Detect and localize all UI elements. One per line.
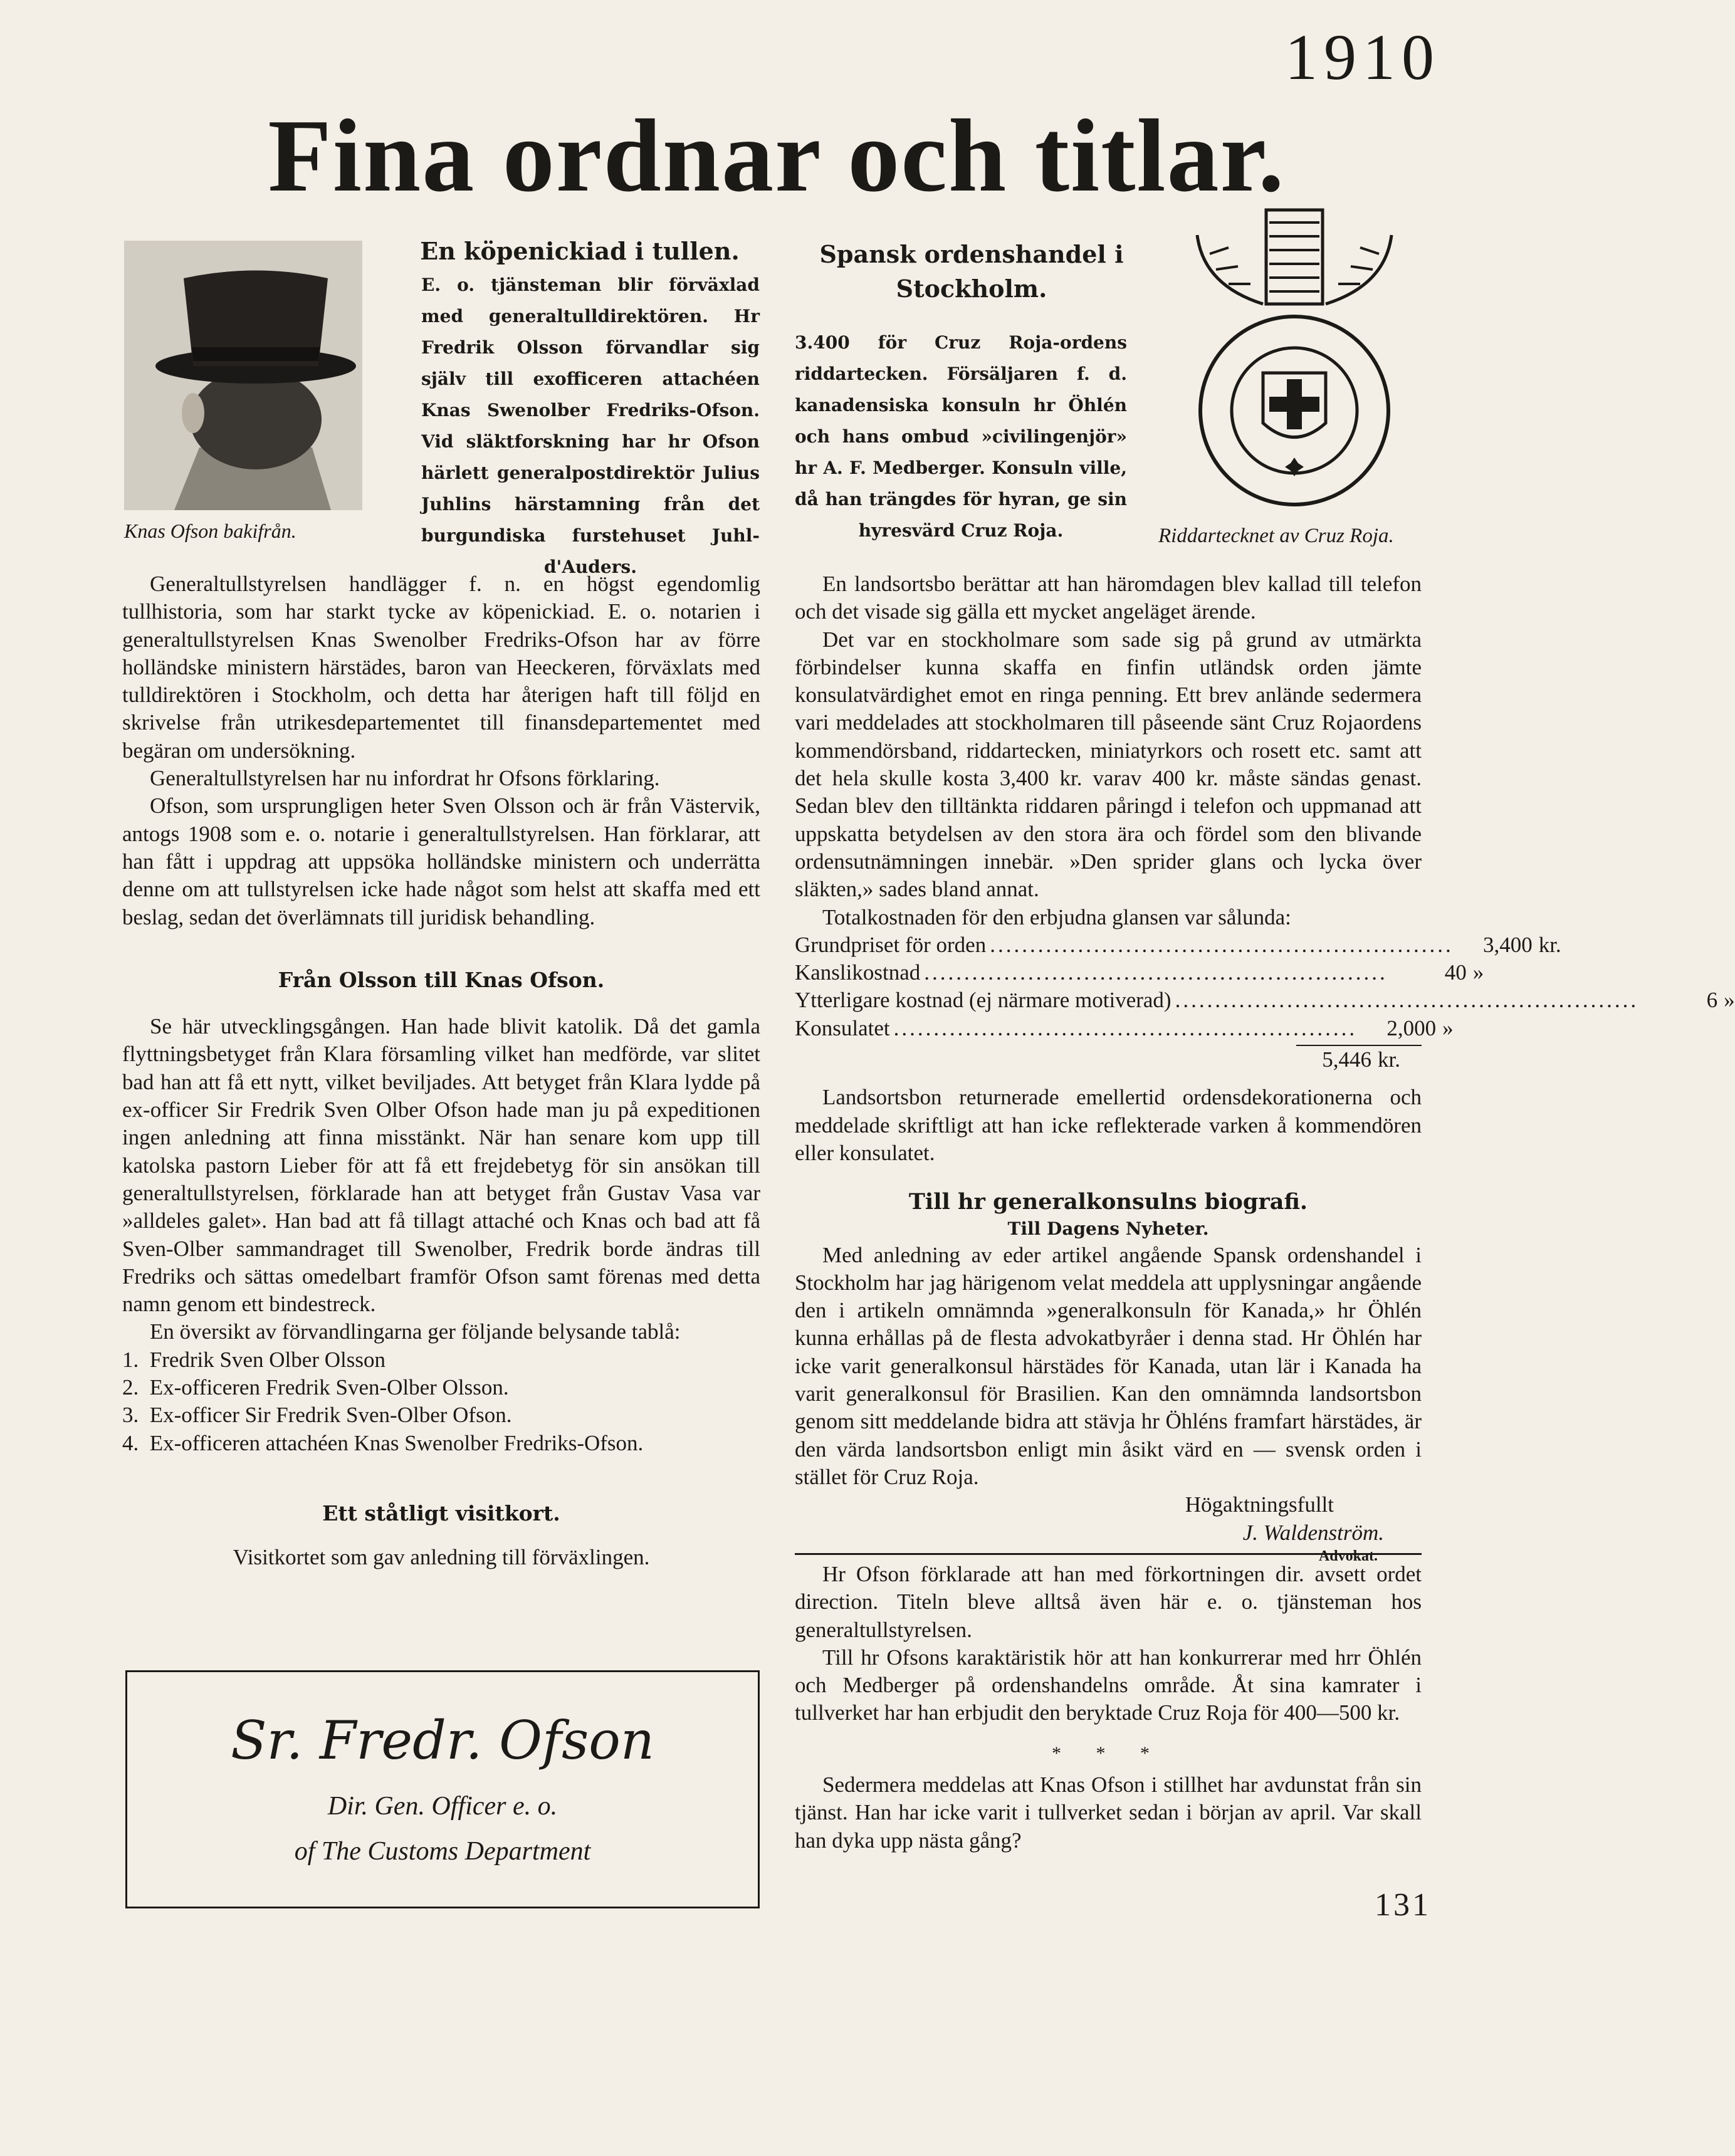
portrait-photo — [124, 241, 362, 510]
story2-list-item: 4. Ex-officeren attachéen Knas Swenolber Fredriks-Ofson. — [122, 1430, 644, 1455]
story6-paragraph: Hr Ofson förklarade att han med förkortningen dir. avsett ordet direction. Titeln bleve alltså även här e. o. tjänsteman hos generaltullstyrelsen. — [795, 1562, 1422, 1642]
story5-letter: Med anledning av eder artikel angående Spansk ordenshandel i Stockholm har jag härigenom velat meddela att upplysningar angående den i artikeln omnämnda »generalkonsuln för Kanada,» hr Öhlén kunna erhållas på de flesta advokatbyråer i denna stad. Hr Öhlén har icke varit generalkonsul härstädes för Kanada, utan lär i Kanada ha varit generalkonsul för Brasilien. Kan den omnämnda landsortsbon genom sitt meddelande bidra att stävja hr Öhléns framfart härstädes, är den värda landsortsbon enligt min åsikt värd en — svensk orden i stället för Cruz Roja. — [795, 1242, 1422, 1489]
card-name: Sr. Fredr. Ofson — [231, 1710, 654, 1771]
story3-subhead: Ett ståtligt visitkort. — [322, 1500, 560, 1525]
story5-role: Advokat. — [1318, 1547, 1378, 1564]
story5-closing: Högaktningsfullt — [1185, 1492, 1334, 1517]
story2-paragraph: Se här utvecklingsgången. Han hade blivit katolik. Då det gamla flyttningsbetyget från Klara församling vilket han medförde, var slitet bad han att få ett nytt, vilket beviljades. Att betyget från Klara lydde på ex-officer Sir Fredrik Sven Olber Ofson hade man ju på expeditionen ingen anledning att finna misstänkt. När han senare kom upp till katolska pastorn Lieber för att få ett frejdebetyg för sin ansökan till generaltullstyrelsen, förklarade han att betyget från Gustav Vasa var »alldeles galet». Han bad att få tillagt attaché och Knas och bad att få Sven-Olber sammandraget till Swenolber, Fredrik borde ändras till Fredriks och sättas omedelbart framför Ofson samt förenas med detta namn genom ett bindestreck. — [122, 1014, 760, 1317]
story2-list-item: 3. Ex-officer Sir Fredrik Sven-Olber Ofson. — [122, 1403, 512, 1428]
cost-row: Konsulatet .......................................................... 2,000 » — [795, 1015, 1454, 1040]
section-stars: * * * — [1052, 1742, 1165, 1764]
story4-headline: Spansk ordenshandel i Stockholm. — [819, 240, 1124, 303]
story6-paragraph: Till hr Ofsons karaktäristik hör att han konkurrerar med hrr Öhlén och Medberger på ordenshandelns område. Åt sina kamrater i tullverket har han erbjudit den beryktade Cruz Roja för 400—500 kr. — [795, 1645, 1422, 1725]
cost-row: Kanslikostnad .......................................................... 40 » — [795, 960, 1484, 985]
year-label: 1910 — [1285, 21, 1440, 93]
story5-subhead: Till hr generalkonsulns biografi. — [908, 1189, 1308, 1215]
medal-icon — [1191, 210, 1398, 511]
story1-paragraph: Ofson, som ursprungligen heter Sven Olsson och är från Västervik, antogs 1908 som e. o. notarie i generaltullstyrelsen. Han förklarar, att han fått i uppdrag att uppsöka holländske ministern och underrätta denne om att tullstyrelsen icke hade något som helst att skaffa med ett beslag, sedan det överlämnats till juridisk behandling. — [122, 793, 760, 929]
story2-list-item: 1. Fredrik Sven Olber Olsson — [122, 1347, 385, 1372]
story4-deck: 3.400 för Cruz Roja-ordens riddartecken. Försäljaren f. d. kanadensiska konsuln hr Öhlén och hans ombud »civilingenjör» hr A. F. Medberger. Konsuln ville, då han trängdes för hyran, ge sin hyresvärd Cruz Roja. — [795, 332, 1127, 541]
visiting-card — [125, 1670, 760, 1908]
story1-headline: En köpenickiad i tullen. — [420, 237, 740, 265]
story4-paragraph: Det var en stockholmare som sade sig på grund av utmärkta förbindelser kunna skaffa en finfin utländsk orden jämte konsulatvärdighet emot en ringa penning. Ett brev anlände sedermera vari meddelades att stockholmaren till påseende sänt Cruz Rojaordens kommendörsband, riddartecken, miniatyrkors och rosett etc. samt att det hela skulle kosta 3,400 kr. varav 400 kr. måste sändas genast. Sedan blev den tilltänkta riddaren påringd i telefon och uppmanad att uppskatta betydelsen av den stora ära och fördel som den blivande ordensutnämningen innebär. »Den sprider glans och lycka över släkten,» sades bland annat. — [795, 627, 1422, 902]
cost-row: Ytterligare kostnad (ej närmare motiverad) .......................................................... 6 » — [795, 988, 1735, 1013]
cruz-roja-medal — [1191, 210, 1398, 511]
page-title: Fina ordnar och titlar. — [268, 98, 1286, 213]
photo-caption: Knas Ofson bakifrån. — [124, 520, 296, 542]
section-divider — [795, 1553, 1422, 1555]
story2-subhead: Från Olsson till Knas Ofson. — [278, 967, 605, 992]
story2-paragraph: En översikt av förvandlingarna ger följande belysande tablå: — [150, 1319, 681, 1344]
right-column-lower — [795, 1561, 1422, 1855]
story4-paragraph: Totalkostnaden för den erbjudna glansen var sålunda: — [822, 904, 1291, 929]
story3-text: Visitkortet som gav anledning till förväxlingen. — [233, 1545, 650, 1570]
card-title: Dir. Gen. Officer e. o. — [327, 1792, 558, 1821]
story1-deck: E. o. tjänsteman blir förväxlad med generaltulldirektören. Hr Fredrik Olsson förvandlar sig själv till exofficeren attachéen Knas Swenolber Fredriks-Ofson. Vid släktforskning har hr Ofson härlett generalpostdirektör Julius Juhlins härstamning från det burgundiska furstehuset Juhl-d'Auders. — [421, 275, 760, 577]
story5-subsubhead: Till Dagens Nyheter. — [1007, 1218, 1209, 1239]
story4-after: Landsortsbon returnerade emellertid ordensdekorationerna och meddelade skriftligt att han icke reflekterade varken å kommendören eller konsulatet. — [795, 1085, 1422, 1165]
story4-paragraph: En landsortsbo berättar att han häromdagen blev kallad till telefon och det visade sig gälla ett mycket angeläget ärende. — [795, 572, 1422, 624]
story5-signature: J. Waldenström. — [1242, 1520, 1384, 1545]
top-hat-man-illustration — [124, 241, 362, 510]
story1-paragraph: Generaltullstyrelsen handlägger f. n. en högst egendomlig tullhistoria, som har starkt tycke av köpenickiad. E. o. notarien i generaltullstyrelsen Knas Swenolber Fredriks-Ofson har av förre holländske ministern härstädes, baron van Heeckeren, förväxlats med tulldirektören i Stockholm, och detta har återigen haft till följd en skrivelse från utrikesdepartementet till finansdepartementet med begäran om undersökning. — [122, 572, 760, 763]
cost-total: 5,446 kr. — [1322, 1047, 1400, 1072]
cost-row: Grundpriset för orden .......................................................... 3,400 kr. — [795, 932, 1561, 957]
medal-caption: Riddartecknet av Cruz Roja. — [1158, 525, 1394, 547]
story2-list-item: 2. Ex-officeren Fredrik Sven-Olber Olsson. — [122, 1375, 509, 1400]
story1-paragraph: Generaltullstyrelsen har nu infordrat hr Ofsons förklaring. — [150, 766, 660, 791]
left-column — [122, 570, 760, 1572]
card-department: of The Customs Department — [294, 1837, 591, 1866]
story6-final: Sedermera meddelas att Knas Ofson i stillhet har avdunstat från sin tjänst. Han har icke varit i tullverket sedan i början av april. Var skall han dyka upp nästa gång? — [795, 1772, 1422, 1853]
page-number: 131 — [1375, 1887, 1431, 1923]
cost-table — [795, 931, 1735, 1074]
right-column — [795, 570, 1735, 1566]
